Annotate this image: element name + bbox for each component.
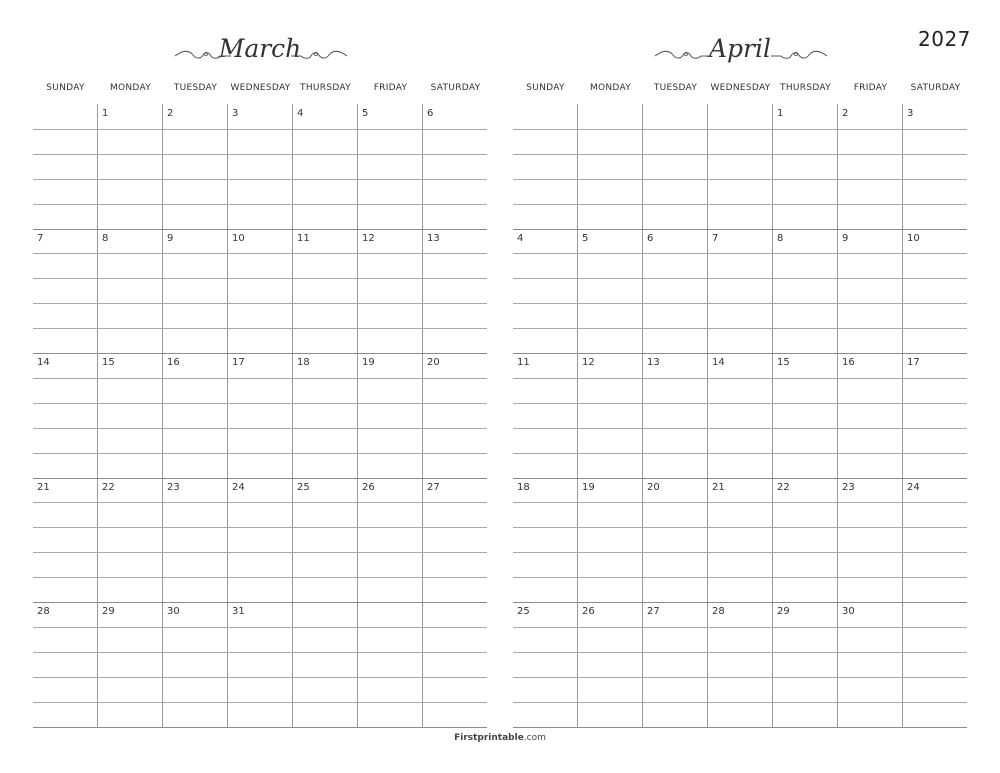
day-number: 7 bbox=[37, 233, 44, 244]
day-number: 12 bbox=[362, 233, 375, 244]
flourish-ornament-icon bbox=[173, 48, 233, 64]
day-number: 29 bbox=[777, 606, 790, 617]
writing-line bbox=[33, 677, 487, 678]
writing-line bbox=[33, 403, 487, 404]
day-number: 6 bbox=[647, 233, 654, 244]
month-calendar-march bbox=[33, 0, 487, 773]
writing-line bbox=[33, 502, 487, 503]
day-number: 23 bbox=[167, 482, 180, 493]
day-number: 10 bbox=[232, 233, 245, 244]
writing-line bbox=[33, 179, 487, 180]
day-number: 2 bbox=[167, 108, 174, 119]
month-title bbox=[33, 30, 487, 70]
footer-credit bbox=[0, 733, 1000, 743]
writing-line bbox=[513, 378, 967, 379]
weekday-label: MONDAY bbox=[589, 83, 632, 93]
day-number: 18 bbox=[297, 357, 310, 368]
writing-line bbox=[33, 577, 487, 578]
day-number: 14 bbox=[712, 357, 725, 368]
day-number: 27 bbox=[427, 482, 440, 493]
footer-brand: Firstprintable bbox=[454, 733, 524, 743]
writing-line bbox=[33, 378, 487, 379]
writing-line bbox=[513, 677, 967, 678]
day-number: 26 bbox=[362, 482, 375, 493]
week-divider bbox=[513, 478, 967, 479]
week-divider bbox=[513, 229, 967, 230]
day-number: 27 bbox=[647, 606, 660, 617]
weekday-label: SUNDAY bbox=[526, 83, 565, 93]
day-number: 21 bbox=[37, 482, 50, 493]
writing-line bbox=[513, 627, 967, 628]
day-number: 11 bbox=[297, 233, 310, 244]
writing-line bbox=[513, 154, 967, 155]
column-divider bbox=[772, 104, 773, 727]
writing-line bbox=[513, 702, 967, 703]
column-divider bbox=[162, 104, 163, 727]
column-divider bbox=[422, 104, 423, 727]
day-number: 22 bbox=[777, 482, 790, 493]
day-number: 24 bbox=[232, 482, 245, 493]
writing-line bbox=[513, 527, 967, 528]
month-calendar-april bbox=[513, 0, 967, 773]
flourish-ornament-icon bbox=[769, 48, 829, 64]
column-divider bbox=[902, 104, 903, 727]
day-number: 21 bbox=[712, 482, 725, 493]
writing-line bbox=[33, 453, 487, 454]
writing-line bbox=[33, 552, 487, 553]
writing-line bbox=[513, 453, 967, 454]
writing-line bbox=[513, 577, 967, 578]
flourish-ornament-icon bbox=[653, 48, 713, 64]
day-number: 19 bbox=[582, 482, 595, 493]
day-number: 3 bbox=[232, 108, 239, 119]
day-number: 9 bbox=[167, 233, 174, 244]
day-number: 25 bbox=[517, 606, 530, 617]
weekday-label: MONDAY bbox=[109, 83, 152, 93]
column-divider bbox=[642, 104, 643, 727]
writing-line bbox=[33, 527, 487, 528]
day-number: 17 bbox=[232, 357, 245, 368]
day-number: 17 bbox=[907, 357, 920, 368]
writing-line bbox=[33, 278, 487, 279]
day-number: 13 bbox=[647, 357, 660, 368]
day-number: 24 bbox=[907, 482, 920, 493]
weekday-label: TUESDAY bbox=[653, 83, 698, 93]
column-divider bbox=[577, 104, 578, 727]
writing-line bbox=[513, 428, 967, 429]
writing-line bbox=[513, 552, 967, 553]
weekday-label: TUESDAY bbox=[173, 83, 218, 93]
writing-line bbox=[33, 702, 487, 703]
day-number: 8 bbox=[102, 233, 109, 244]
column-divider bbox=[227, 104, 228, 727]
weekday-label: THURSDAY bbox=[780, 83, 831, 93]
day-number: 16 bbox=[842, 357, 855, 368]
week-divider bbox=[513, 353, 967, 354]
day-number: 26 bbox=[582, 606, 595, 617]
footer-suffix: .com bbox=[523, 733, 546, 743]
day-number: 3 bbox=[907, 108, 914, 119]
writing-line bbox=[513, 303, 967, 304]
day-number: 28 bbox=[37, 606, 50, 617]
column-divider bbox=[97, 104, 98, 727]
week-divider bbox=[33, 727, 487, 728]
day-number: 15 bbox=[777, 357, 790, 368]
writing-line bbox=[513, 179, 967, 180]
day-number: 4 bbox=[297, 108, 304, 119]
day-number: 14 bbox=[37, 357, 50, 368]
day-number: 31 bbox=[232, 606, 245, 617]
day-number: 23 bbox=[842, 482, 855, 493]
weekday-label: FRIDAY bbox=[373, 83, 408, 93]
column-divider bbox=[292, 104, 293, 727]
day-number: 7 bbox=[712, 233, 719, 244]
week-divider bbox=[513, 727, 967, 728]
column-divider bbox=[707, 104, 708, 727]
weekday-label: WEDNESDAY bbox=[230, 83, 291, 93]
week-divider bbox=[33, 229, 487, 230]
day-number: 28 bbox=[712, 606, 725, 617]
month-name: March bbox=[218, 34, 302, 63]
day-number: 10 bbox=[907, 233, 920, 244]
day-number: 30 bbox=[167, 606, 180, 617]
calendar-grid bbox=[33, 104, 488, 727]
day-number: 15 bbox=[102, 357, 115, 368]
day-number: 18 bbox=[517, 482, 530, 493]
weekday-label: THURSDAY bbox=[300, 83, 351, 93]
day-number: 6 bbox=[427, 108, 434, 119]
writing-line bbox=[33, 328, 487, 329]
writing-line bbox=[33, 627, 487, 628]
writing-line bbox=[513, 403, 967, 404]
week-divider bbox=[33, 353, 487, 354]
day-number: 25 bbox=[297, 482, 310, 493]
day-number: 11 bbox=[517, 357, 530, 368]
day-number: 30 bbox=[842, 606, 855, 617]
writing-line bbox=[513, 278, 967, 279]
column-divider bbox=[837, 104, 838, 727]
month-title bbox=[513, 30, 967, 70]
week-divider bbox=[513, 602, 967, 603]
day-number: 5 bbox=[582, 233, 589, 244]
calendar-grid bbox=[513, 104, 968, 727]
year-label: 2027 bbox=[918, 27, 971, 51]
writing-line bbox=[33, 154, 487, 155]
weekday-label: SATURDAY bbox=[910, 83, 961, 93]
day-number: 22 bbox=[102, 482, 115, 493]
day-number: 29 bbox=[102, 606, 115, 617]
flourish-ornament-icon bbox=[289, 48, 349, 64]
week-divider bbox=[33, 602, 487, 603]
column-divider bbox=[357, 104, 358, 727]
day-number: 19 bbox=[362, 357, 375, 368]
day-number: 2 bbox=[842, 108, 849, 119]
day-number: 1 bbox=[102, 108, 109, 119]
writing-line bbox=[513, 253, 967, 254]
day-number: 5 bbox=[362, 108, 369, 119]
writing-line bbox=[33, 428, 487, 429]
writing-line bbox=[513, 328, 967, 329]
day-number: 20 bbox=[647, 482, 660, 493]
weekday-label: FRIDAY bbox=[853, 83, 888, 93]
writing-line bbox=[513, 129, 967, 130]
day-number: 1 bbox=[777, 108, 784, 119]
weekday-label: WEDNESDAY bbox=[710, 83, 771, 93]
day-number: 13 bbox=[427, 233, 440, 244]
week-divider bbox=[33, 478, 487, 479]
writing-line bbox=[33, 129, 487, 130]
writing-line bbox=[33, 303, 487, 304]
day-number: 8 bbox=[777, 233, 784, 244]
writing-line bbox=[513, 502, 967, 503]
writing-line bbox=[33, 652, 487, 653]
day-number: 9 bbox=[842, 233, 849, 244]
day-number: 12 bbox=[582, 357, 595, 368]
day-number: 16 bbox=[167, 357, 180, 368]
writing-line bbox=[33, 253, 487, 254]
weekday-label: SUNDAY bbox=[46, 83, 85, 93]
writing-line bbox=[513, 204, 967, 205]
weekday-label: SATURDAY bbox=[430, 83, 481, 93]
writing-line bbox=[513, 652, 967, 653]
day-number: 4 bbox=[517, 233, 524, 244]
month-name: April bbox=[709, 34, 771, 63]
writing-line bbox=[33, 204, 487, 205]
day-number: 20 bbox=[427, 357, 440, 368]
